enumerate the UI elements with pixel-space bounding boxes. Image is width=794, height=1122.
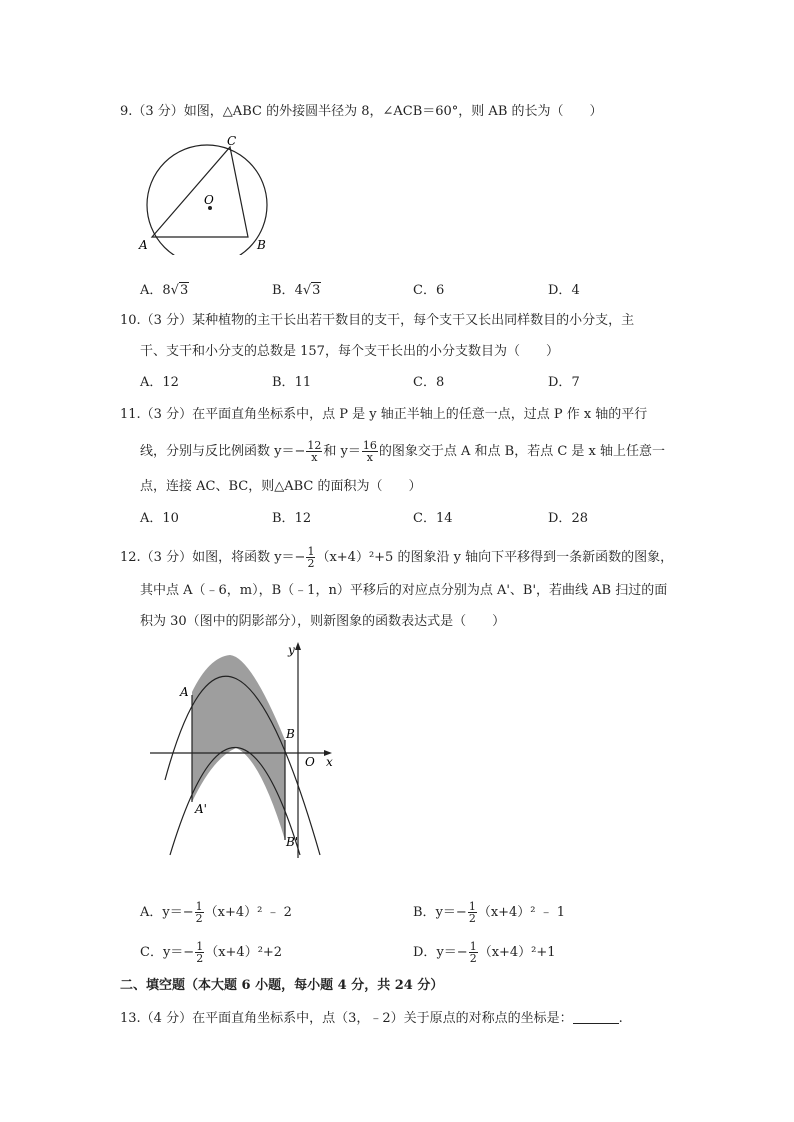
q12-line3: 积为 30（图中的阴影部分），则新图象的函数表达式是（ ） [140, 614, 506, 629]
label-x: x [326, 755, 333, 769]
q10-option-a[interactable]: A．12 [140, 375, 179, 390]
label-c: C [227, 134, 237, 148]
q11-line3: 点，连接 AC、BC，则△ABC 的面积为（ ） [140, 479, 422, 494]
q10-option-b[interactable]: B．11 [272, 375, 312, 390]
q13-stem: 13.（4 分）在平面直角坐标系中，点（3，﹣2）关于原点的对称点的坐标是： . [120, 1011, 623, 1026]
label-y: y [288, 643, 295, 657]
label-b: B [286, 727, 295, 741]
fraction-12-over-x: $\frac{12}{x}$ [307, 439, 322, 464]
section-heading: 二、填空题（本大题 6 小题，每小题 4 分，共 24 分） [120, 978, 444, 993]
q12-option-b[interactable]: B．y＝− $\frac{1}{2}$ （x+4）² ﹣ 1 [413, 900, 566, 925]
q11-option-c[interactable]: C．14 [413, 511, 453, 526]
q10-option-d[interactable]: D．7 [548, 375, 580, 390]
q12-line2: 其中点 A（﹣6，m），B（﹣1，n）平移后的对应点分别为点 A'、B'，若曲线 AB 扫过的面 [140, 583, 668, 598]
q12-option-d[interactable]: D．y＝− $\frac{1}{2}$ （x+4）²+1 [413, 940, 556, 965]
q12-parabola-figure [150, 640, 350, 860]
q12-option-c[interactable]: C．y＝− $\frac{1}{2}$ （x+4）²+2 [140, 940, 283, 965]
fraction-16-over-x: $\frac{16}{x}$ [362, 439, 377, 464]
q9-stem: 9.（3 分）如图，△ABC 的外接圆半径为 8，∠ACB＝60°，则 AB 的长为（ ） [120, 104, 603, 119]
q12-line1: 12.（3 分）如图，将函数 y＝− $\frac{1}{2}$ （x+4）²+5 的图象沿 y 轴向下平移得到一条新函数的图象， [120, 545, 674, 570]
q9-circle-figure [130, 130, 280, 255]
q12-option-a[interactable]: A．y＝− $\frac{1}{2}$ （x+4）² ﹣ 2 [140, 900, 292, 925]
q10-line1: 10.（3 分）某种植物的主干长出若干数目的支干，每个支干又长出同样数目的小分支，主 [120, 313, 635, 328]
q11-line2: 线，分别与反比例函数 y＝− $\frac{12}{x}$ 和 y＝ $\frac{16}{x}$ 的图象交于点 A 和点 B，若点 C 是 x 轴上任意一 [140, 439, 666, 464]
label-a-prime: A' [195, 802, 207, 816]
q11-option-d[interactable]: D．28 [548, 511, 588, 526]
q10-option-c[interactable]: C．8 [413, 375, 445, 390]
q11-option-b[interactable]: B．12 [272, 511, 312, 526]
q10-line2: 干、支干和小分支的总数是 157，每个支干长出的小分支数目为（ ） [140, 344, 559, 359]
q11-line1: 11.（3 分）在平面直角坐标系中，点 P 是 y 轴正半轴上的任意一点，过点 P 作 x 轴的平行 [120, 407, 648, 422]
q9-option-d[interactable]: D．4 [548, 283, 580, 298]
q9-option-c[interactable]: C．6 [413, 283, 445, 298]
q11-option-a[interactable]: A．10 [140, 511, 179, 526]
label-b: B [257, 238, 266, 252]
label-b-prime: B' [286, 835, 299, 849]
label-a: A [139, 238, 148, 252]
answer-blank[interactable] [573, 1011, 619, 1024]
y-axis-arrow [295, 642, 301, 650]
label-a: A [180, 685, 189, 699]
label-o: O [305, 755, 315, 769]
label-o: O [204, 193, 214, 207]
q9-option-a[interactable]: A．8√3 [140, 283, 189, 298]
q9-option-b[interactable]: B．4√3 [272, 283, 321, 298]
fraction-1-over-2: $\frac{1}{2}$ [307, 545, 315, 570]
